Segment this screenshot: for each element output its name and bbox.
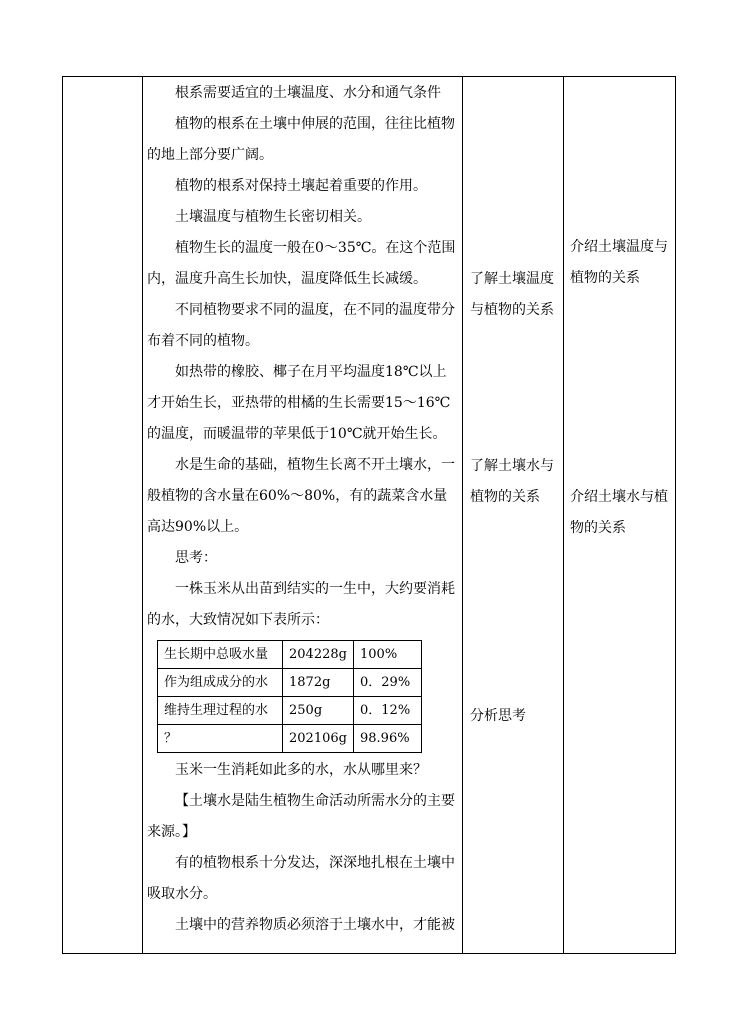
content-paragraph: 植物生长的温度一般在0～35℃。在这个范围内，温度升高生长加快，温度降低生长减缓。 (147, 240, 456, 287)
table-cell: ？ (158, 725, 283, 753)
design-intent-line: 植物的关系 (570, 270, 640, 286)
table-row (158, 725, 422, 753)
table-row (158, 641, 422, 669)
content-paragraph: 不同植物要求不同的温度，在不同的温度带分布着不同的植物。 (147, 302, 455, 349)
content-paragraph: 植物的根系对保持土壤起着重要的作用。 (175, 178, 427, 194)
student-activity-line: 与植物的关系 (470, 302, 554, 318)
table-cell: 1872g (283, 669, 354, 697)
design-intent-line: 物的关系 (570, 520, 626, 536)
student-activity-water (470, 451, 554, 513)
design-intent-line: 介绍土壤水与植 (570, 489, 668, 505)
table-cell: 204228g (283, 641, 354, 669)
student-activity-line: 分析思考 (470, 708, 526, 724)
table-row (158, 697, 422, 725)
content-paragraph: 土壤中的营养物质必须溶于土壤水中，才能被 (175, 917, 455, 933)
content-paragraph: 如热带的橡胶、椰子在月平均温度18℃以上才开始生长，亚热带的柑橘的生长需要15～16℃的温度，而暖温带的苹果低于10℃就开始生长。 (147, 364, 451, 442)
column-divider-3 (563, 76, 564, 954)
teaching-content-column (147, 78, 459, 941)
student-activity-think (470, 701, 526, 732)
design-intent-temperature (570, 232, 668, 294)
content-paragraph: 土壤温度与植物生长密切相关。 (175, 209, 371, 225)
table-cell: 0．12% (354, 697, 422, 725)
content-paragraph: 有的植物根系十分发达，深深地扎根在土壤中吸取水分。 (147, 855, 455, 902)
corn-water-table (157, 640, 422, 753)
content-paragraph: 根系需要适宜的土壤温度、水分和通气条件 (175, 85, 441, 101)
table-cell: 100% (354, 641, 422, 669)
student-activity-line: 植物的关系 (470, 489, 540, 505)
design-intent-line: 介绍土壤温度与 (570, 239, 668, 255)
content-paragraph: 【土壤水是陆生植物生命活动所需水分的主要来源。】 (147, 793, 455, 840)
student-activity-line: 了解土壤水与 (470, 458, 554, 474)
table-cell: 250g (283, 697, 354, 725)
column-divider-1 (142, 76, 143, 954)
table-cell: 维持生理过程的水 (158, 697, 283, 725)
table-row (158, 669, 422, 697)
content-paragraph: 水是生命的基础，植物生长离不开土壤水，一般植物的含水量在60%～80%，有的蔬菜含水量高达90%以上。 (147, 457, 455, 535)
column-divider-2 (462, 76, 463, 954)
table-cell: 98.96% (354, 725, 422, 753)
design-intent-water (570, 482, 668, 544)
content-paragraph: 玉米一生消耗如此多的水，水从哪里来？ (175, 762, 427, 778)
table-cell: 作为组成成分的水 (158, 669, 283, 697)
table-cell: 202106g (283, 725, 354, 753)
content-paragraph: 植物的根系在土壤中伸展的范围，往往比植物的地上部分要广阔。 (147, 116, 455, 163)
table-cell: 0．29% (354, 669, 422, 697)
content-paragraph: 思考： (175, 550, 217, 566)
student-activity-temperature (470, 264, 554, 326)
student-activity-line: 了解土壤温度 (470, 271, 554, 287)
content-paragraph: 一株玉米从出苗到结实的一生中，大约要消耗的水，大致情况如下表所示： (147, 581, 455, 628)
table-cell: 生长期中总吸水量 (158, 641, 283, 669)
